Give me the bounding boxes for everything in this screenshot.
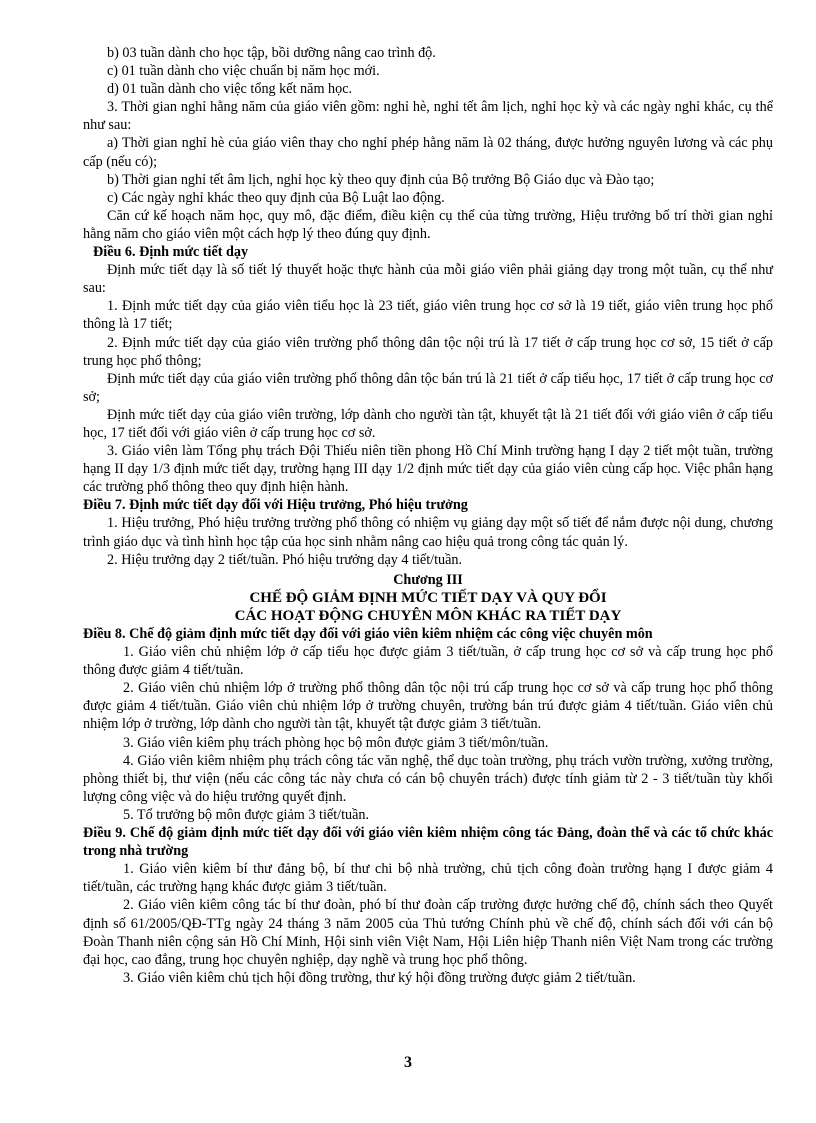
- paragraph-3c: c) Các ngày nghỉ khác theo quy định của Bộ Luật lao động.: [107, 189, 445, 206]
- chapter-label: Chương III: [393, 571, 463, 588]
- article-8-item-3: 3. Giáo viên kiêm phụ trách phòng học bộ môn được giảm 3 tiết/môn/tuần.: [123, 734, 549, 751]
- article-6-item-3: 3. Giáo viên làm Tổng phụ trách Đội Thiếu niên tiền phong Hồ Chí Minh trường hạng I dạy 2 tiết một tuần, trường hạng II dạy 1/3 định mức tiết dạy, trường hạng III dạy 1/2 định mức tiết dạy của giáo viên cùng cấp học. Việc phân hạng các trường phổ thông theo quy định hiện hành.: [83, 443, 773, 496]
- paragraph-3: 3. Thời gian nghỉ hằng năm của giáo viên gồm: nghỉ hè, nghỉ tết âm lịch, nghỉ học kỳ và các ngày nghỉ khác, cụ thể như sau:: [83, 99, 773, 134]
- paragraph-3d: Căn cứ kế hoạch năm học, quy mô, đặc điểm, điều kiện cụ thể của từng trường, Hiệu trưởng bố trí thời gian nghỉ hằng năm cho giáo viên một cách hợp lý theo đúng quy định.: [83, 207, 773, 242]
- article-9-heading: Điều 9. Chế độ giảm định mức tiết dạy đối với giáo viên kiêm nhiệm công tác Đảng, đoàn thể và các tổ chức khác trong nhà trường: [83, 825, 773, 860]
- article-9-item-2: 2. Giáo viên kiêm công tác bí thư đoàn, phó bí thư đoàn cấp trường được hưởng chế độ, chính sách theo Quyết định số 61/2005/QĐ-TTg ngày 24 tháng 3 năm 2005 của Thủ tướng Chính phủ về chế độ, chính sách đối với cán bộ Đoàn Thanh niên cộng sản Hồ Chí Minh, Hội sinh viên Việt Nam, Hội Liên hiệp Thanh niên Việt Nam trong các trường đại học, cao đẳng, trung học chuyên nghiệp, dạy nghề và trung học phổ thông.: [83, 897, 773, 968]
- article-8-item-4: 4. Giáo viên kiêm nhiệm phụ trách công tác văn nghệ, thể dục toàn trường, phụ trách vườn trường, xưởng trường, phòng thiết bị, thư viện (nếu các công tác này chưa có cán bộ chuyên trách) được tính giảm từ 2 - 3 tiết/tuần tùy khối lượng công việc và do hiệu trưởng quyết định.: [83, 752, 773, 805]
- article-8-item-5: 5. Tổ trưởng bộ môn được giảm 3 tiết/tuần.: [123, 806, 370, 823]
- page-number: 3: [404, 1054, 412, 1071]
- paragraph-3a: a) Thời gian nghỉ hè của giáo viên thay cho nghỉ phép hằng năm là 02 tháng, được hưởng nguyên lương và các phụ cấp (nếu có);: [83, 135, 773, 170]
- chapter-title-line-1: CHẾ ĐỘ GIẢM ĐỊNH MỨC TIẾT DẠY VÀ QUY ĐỔI: [249, 589, 607, 606]
- article-8-item-1: 1. Giáo viên chủ nhiệm lớp ở cấp tiểu học được giảm 3 tiết/tuần, ở cấp trung học cơ sở và cấp trung học phổ thông được giảm 4 tiết/tuần.: [83, 644, 773, 679]
- article-7-heading: Điều 7. Định mức tiết dạy đối với Hiệu trưởng, Phó hiệu trưởng: [83, 497, 468, 514]
- article-6-item-1: 1. Định mức tiết dạy của giáo viên tiểu học là 23 tiết, giáo viên trung học cơ sở là 19 tiết, giáo viên trung học phổ thông là 17 tiết;: [83, 298, 773, 333]
- article-8-heading: Điều 8. Chế độ giảm định mức tiết dạy đối với giáo viên kiêm nhiệm các công việc chuyên môn: [83, 626, 653, 642]
- article-6-item-2c: Định mức tiết dạy của giáo viên trường, lớp dành cho người tàn tật, khuyết tật là 21 tiết đối với giáo viên ở cấp tiểu học, 17 tiết đối với giáo viên ở cấp trung học cơ sở.: [83, 406, 773, 441]
- article-6-item-2b: Định mức tiết dạy của giáo viên trường phổ thông dân tộc bán trú là 21 tiết ở cấp tiểu học, 17 tiết ở cấp trung học cơ sở;: [83, 370, 773, 405]
- article-9-item-3: 3. Giáo viên kiêm chủ tịch hội đồng trường, thư ký hội đồng trường được giảm 2 tiết/tuần.: [123, 969, 636, 986]
- article-7-item-2: 2. Hiệu trưởng dạy 2 tiết/tuần. Phó hiệu trưởng dạy 4 tiết/tuần.: [107, 551, 463, 568]
- article-9-item-1: 1. Giáo viên kiêm bí thư đảng bộ, bí thư chi bộ nhà trường, chủ tịch công đoàn trường hạng I được giảm 4 tiết/tuần, các trường hạng khác được giảm 3 tiết/tuần.: [83, 861, 773, 896]
- document-page: [83, 44, 773, 987]
- paragraph-3b: b) Thời gian nghỉ tết âm lịch, nghỉ học kỳ theo quy định của Bộ trưởng Bộ Giáo dục và Đào tạo;: [107, 171, 655, 188]
- article-6-item-2: 2. Định mức tiết dạy của giáo viên trường phổ thông dân tộc nội trú là 17 tiết ở cấp trung học cơ sở, 15 tiết ở cấp trung học phổ thông;: [83, 334, 773, 369]
- chapter-title-line-2: CÁC HOẠT ĐỘNG CHUYÊN MÔN KHÁC RA TIẾT DẠY: [234, 607, 622, 624]
- article-8-item-2: 2. Giáo viên chủ nhiệm lớp ở trường phổ thông dân tộc nội trú cấp trung học cơ sở và cấp trung học phổ thông được giảm 4 tiết/tuần. Giáo viên chủ nhiệm lớp ở trường chuyên, trường bán trú được giảm 4 tiết/tuần. Giáo viên chủ nhiệm lớp ở trường, lớp dành cho người tàn tật, khuyết tật được giảm 3 tiết/tuần.: [83, 680, 773, 733]
- paragraph-b: b) 03 tuần dành cho học tập, bồi dưỡng nâng cao trình độ.: [107, 45, 436, 61]
- paragraph-c: c) 01 tuần dành cho việc chuẩn bị năm học mới.: [107, 63, 380, 80]
- paragraph-d: d) 01 tuần dành cho việc tổng kết năm học.: [107, 81, 353, 98]
- article-7-item-1: 1. Hiệu trưởng, Phó hiệu trưởng trường phổ thông có nhiệm vụ giảng dạy một số tiết để nắm được nội dung, chương trình giáo dục và tình hình học tập của học sinh nhằm nâng cao hiệu quả trong công tác quản lý.: [83, 515, 773, 550]
- article-6-heading: Điều 6. Định mức tiết dạy: [93, 244, 249, 261]
- article-6-intro: Định mức tiết dạy là số tiết lý thuyết hoặc thực hành của mỗi giáo viên phải giảng dạy trong một tuần, cụ thể như sau:: [83, 262, 773, 297]
